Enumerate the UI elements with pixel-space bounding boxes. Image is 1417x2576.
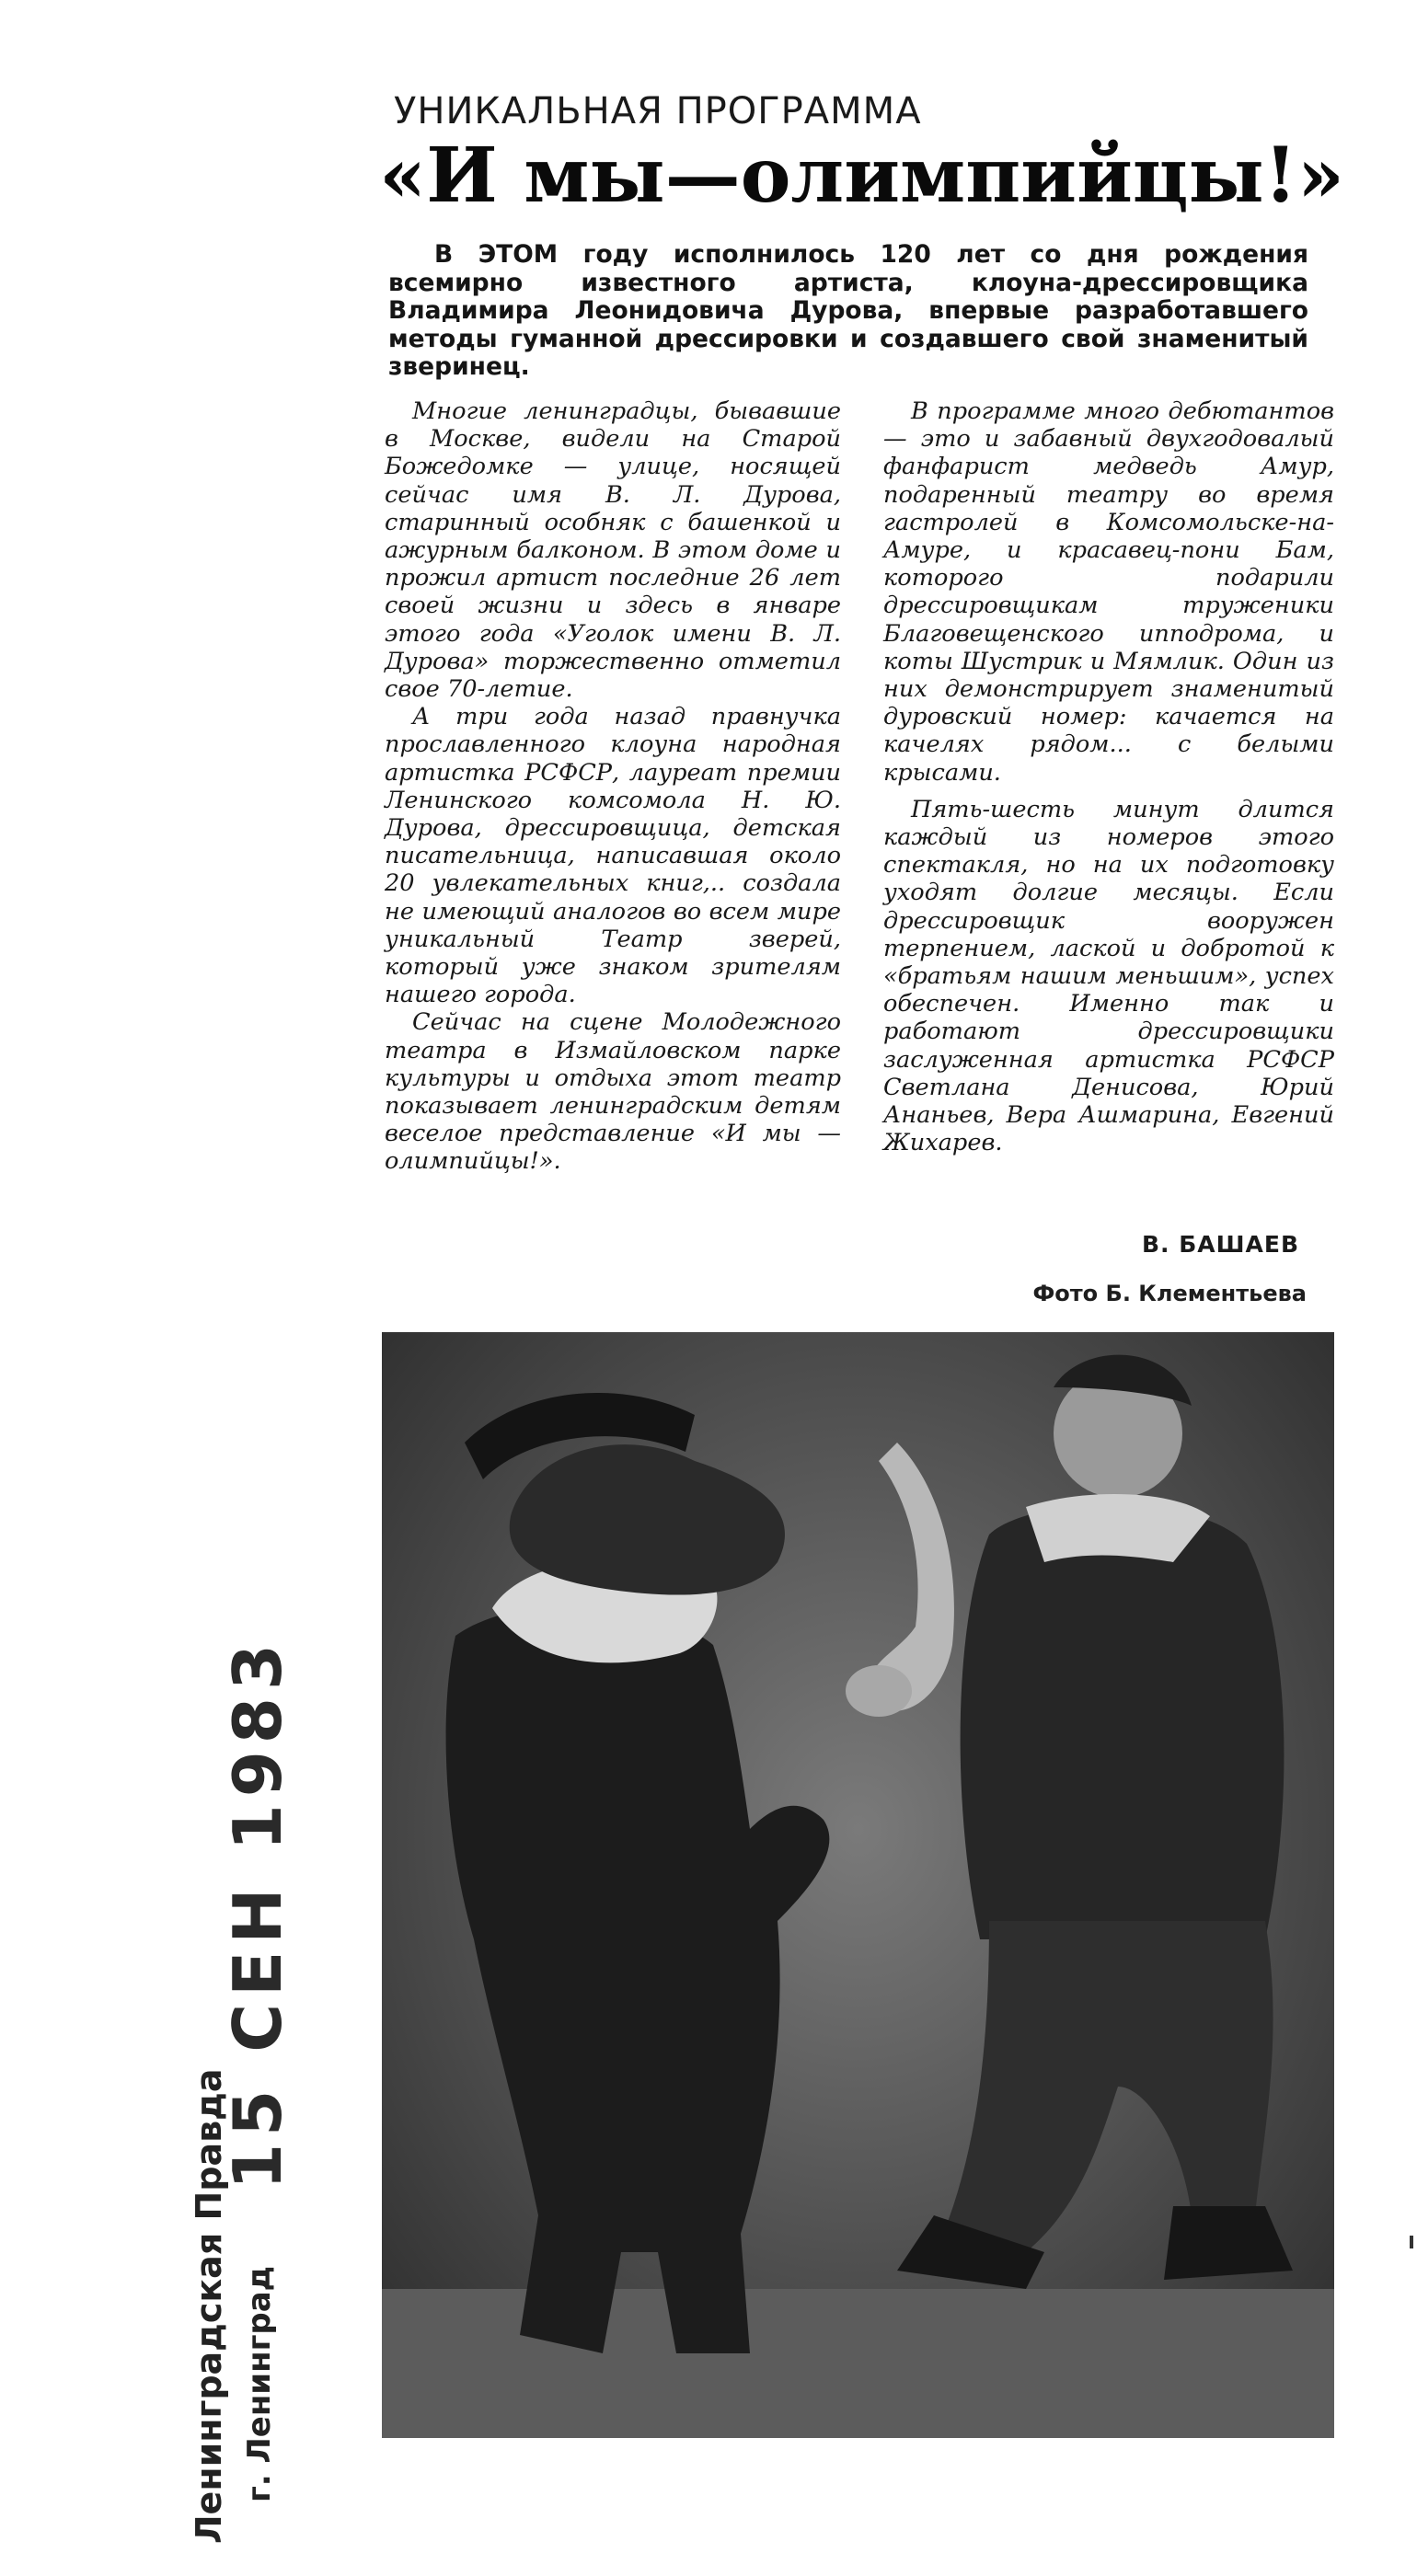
paragraph: Пять-шесть минут длится каждый из номеров этого спектакля, но на их подготовку уходят долгие месяцы. Если дрессировщик вооружен терпением, лаской и добротой к «братьям нашим меньшим», успех обеспечен. Именно так и работают дрессировщики заслуженная артистка РСФСР Светлана Денисова, Юрий Ананьев, Вера Ашмарина, Евгений Жихарев. bbox=[883, 795, 1334, 1157]
paragraph: Сейчас на сцене Молодежного театра в Измайловском парке культуры и отдыха этот театр показывает ленинградским детям веселое представление «И мы — олимпийцы!». bbox=[385, 1008, 841, 1176]
article-rubric: УНИКАЛЬНАЯ ПРОГРАММА bbox=[394, 90, 922, 132]
article-column-right bbox=[883, 397, 1334, 1156]
paragraph: Многие ленинградцы, бывавшие в Москве, видели на Старой Божедомке — улице, носящей сейчас имя В. Л. Дурова, старинный особняк с башенкой и ажурным балконом. В этом доме и прожил артист последние 26 лет своей жизни и здесь в январе этого года «Уголок имени В. Л. Дурова» торжественно отметил свое 70-летие. bbox=[385, 397, 841, 704]
newspaper-name-stamp: Ленинградская Правда bbox=[189, 2068, 229, 2544]
article-author: В. БАШАЕВ bbox=[1141, 1231, 1299, 1258]
edge-mark bbox=[1410, 2236, 1413, 2248]
archive-date-stamp: 15 СЕН 1983 bbox=[219, 1637, 296, 2190]
article-lead: В ЭТОМ году исполнилось 120 лет со дня рождения всемирно известного артиста, клоуна-дрессировщика Владимира Леонидовича Дурова, впервые разработавшего методы гуманной дрессировки и создавшего свой знаменитый зверинец. bbox=[388, 240, 1308, 382]
article-photo bbox=[382, 1332, 1334, 2438]
article-column-left bbox=[385, 397, 841, 1176]
paragraph: А три года назад правнучка прославленного клоуна народная артистка РСФСР, лауреат премии Ленинского комсомола Н. Ю. Дурова, дрессировщица, детская писательница, написавшая около 20 увлекательных книг,.. создала не имеющий аналогов во всем мире уникальный Театр зверей, который уже знаком зрителям нашего города. bbox=[385, 703, 841, 1009]
newspaper-city-stamp: г. Ленинград bbox=[241, 2265, 278, 2502]
paragraph: В программе много дебютантов — это и забавный двухгодовалый фанфарист медведь Амур, подаренный театру во время гастролей в Комсомольске-на-Амуре, и красавец-пони Бам, которого подарили дрессировщикам труженики Благовещенского ипподрома, и коты Шустрик и Мямлик. Один из них демонстрирует знаменитый дуровский номер: качается на качелях рядом... с белыми крысами. bbox=[883, 397, 1334, 787]
photo-credit: Фото Б. Клементьева bbox=[1032, 1281, 1307, 1306]
article-headline: «И мы—олимпийцы!» bbox=[379, 132, 1344, 220]
